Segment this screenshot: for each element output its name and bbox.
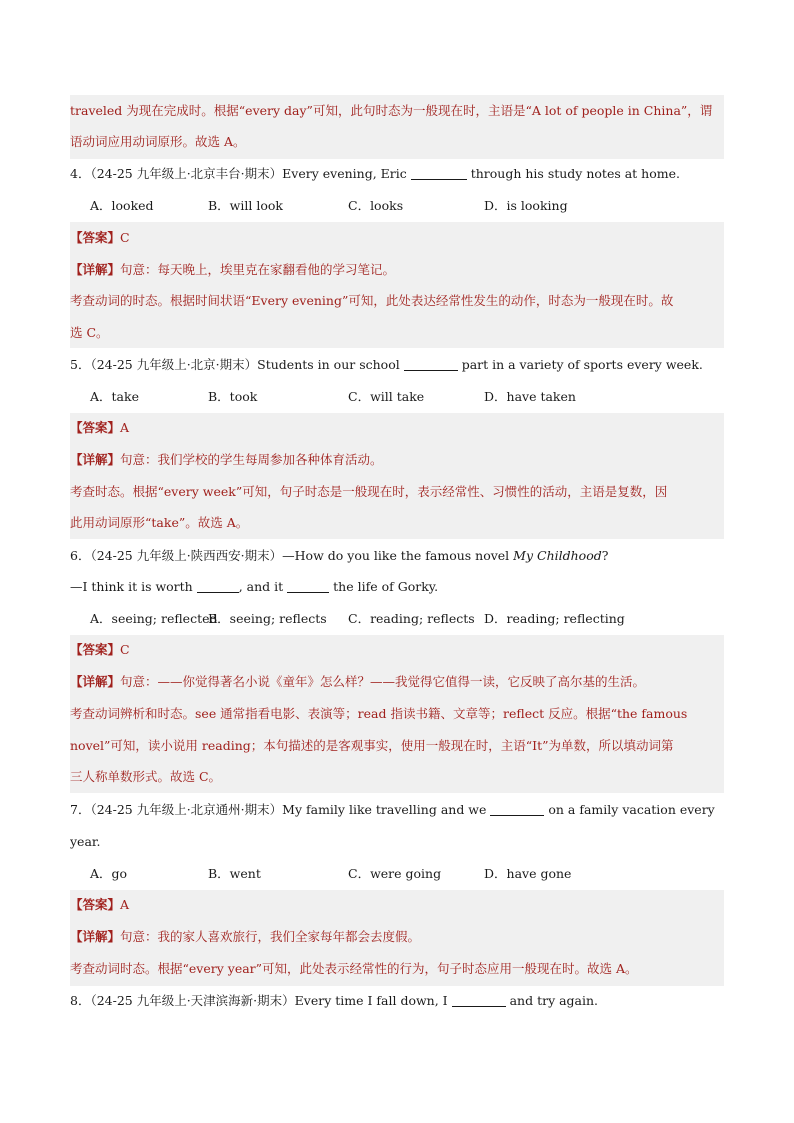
q3-explanation-line-2: 语动词应用动词原形。故选 A。 [70, 134, 246, 149]
q5-blank [404, 370, 458, 371]
q7-detail-meaning: 句意：我的家人喜欢旅行，我们全家每年都会去度假。 [120, 929, 421, 944]
q6-answer-tag: 【答案】 [70, 642, 121, 657]
q6-novel-title: My Childhood [513, 548, 602, 563]
q6-detail-line-4: 三人称单数形式。故选 C。 [70, 769, 222, 784]
q7-option-a: A．go [90, 866, 128, 881]
q6-option-d: D．reading; reflecting [484, 611, 625, 626]
q6-option-a: A．seeing; reflected [90, 611, 218, 626]
q7-detail-line-1 [70, 927, 724, 947]
q6-stem2-mid: , and it [238, 579, 284, 594]
q4-option-b: B．will look [208, 198, 283, 213]
q8-stem [70, 991, 724, 1011]
q6-detail-line-3: novel”可知，读小说用 reading；本句描述的是客观事实，使用一般现在时，主语“It”为单数，所以填动词第 [70, 738, 674, 753]
q6-stem-end: ? [601, 548, 609, 563]
q6-detail-tag: 【详解】 [70, 674, 121, 689]
q5-detail-tag: 【详解】 [70, 452, 121, 467]
q7-detail-line-2: 考查动词时态。根据“every year”可知，此处表示经常性的行为，句子时态应用一般现在时。故选 A。 [70, 961, 638, 976]
q7-detail-tag: 【详解】 [70, 929, 121, 944]
q7-stem [70, 800, 724, 820]
q6-answer-value: C [120, 642, 130, 657]
q5-detail-line-3: 此用动词原形“take”。故选 A。 [70, 515, 249, 530]
q4-detail-line-1 [70, 260, 724, 280]
q7-blank [490, 815, 544, 816]
q6-detail-line-2: 考查动词辨析和时态。see 通常指看电影、表演等；read 指读书籍、文章等；reflect 反应。根据“the famous [70, 706, 688, 721]
q4-option-c: C．looks [348, 198, 404, 213]
q6-option-c: C．reading; reflects [348, 611, 475, 626]
q5-detail-line-1 [70, 450, 724, 470]
q5-answer-tag: 【答案】 [70, 420, 121, 435]
q7-stem-start: 7．（24-25 九年级上·北京通州·期末）My family like travelling and we [70, 802, 487, 817]
q4-answer-tag: 【答案】 [70, 230, 121, 245]
q4-options [70, 196, 724, 216]
q7-stem-line-2: year. [70, 834, 101, 849]
q6-stem2-end: the life of Gorky. [333, 579, 439, 594]
q6-detail-meaning: 句意：——你觉得著名小说《童年》怎么样？——我觉得它值得一读，它反映了高尔基的生活。 [120, 674, 646, 689]
q6-stem-start: 6．（24-25 九年级上·陕西西安·期末）—How do you like the famous novel [70, 548, 510, 563]
q6-blank-2 [287, 592, 329, 593]
q7-answer-value: A [120, 897, 130, 912]
q4-stem [70, 164, 724, 184]
q5-option-d: D．have taken [484, 389, 576, 404]
q4-option-a: A．looked [90, 198, 154, 213]
q7-answer-tag: 【答案】 [70, 897, 121, 912]
q5-option-b: B．took [208, 389, 258, 404]
q6-stem2-start: —I think it is worth [70, 579, 193, 594]
q5-stem [70, 355, 724, 375]
q5-options [70, 387, 724, 407]
q7-option-c: C．were going [348, 866, 442, 881]
q6-answer [70, 640, 724, 660]
q4-detail-meaning: 句意：每天晚上，埃里克在家翻看他的学习笔记。 [120, 262, 396, 277]
q4-answer-value: C [120, 230, 130, 245]
q5-detail-line-2: 考查时态。根据“every week”可知，句子时态是一般现在时，表示经常性、习惯性的活动，主语是复数，因 [70, 484, 668, 499]
q5-stem-end: part in a variety of sports every week. [461, 357, 703, 372]
q5-answer [70, 418, 724, 438]
q7-option-d: D．have gone [484, 866, 572, 881]
q7-option-b: B．went [208, 866, 261, 881]
q8-stem-start: 8．（24-25 九年级上·天津滨海新·期末）Every time I fall down, I [70, 993, 448, 1008]
q5-detail-meaning: 句意：我们学校的学生每周参加各种体育活动。 [120, 452, 383, 467]
q7-stem-end: on a family vacation every [548, 802, 715, 817]
q4-detail-line-2: 考查动词的时态。根据时间状语“Every evening”可知，此处表达经常性发生的动作，时态为一般现在时。故 [70, 293, 674, 308]
q7-answer [70, 895, 724, 915]
q6-options [70, 609, 724, 629]
q6-stem-2 [70, 577, 724, 597]
q8-stem-end: and try again. [509, 993, 599, 1008]
q6-stem [70, 546, 724, 566]
q4-option-d: D．is looking [484, 198, 568, 213]
q6-option-b: B．seeing; reflects [208, 611, 327, 626]
q5-stem-start: 5．（24-25 九年级上·北京·期末）Students in our school [70, 357, 400, 372]
q4-detail-line-3: 选 C。 [70, 325, 109, 340]
q6-detail-line-1 [70, 672, 724, 692]
q6-blank-1 [197, 592, 239, 593]
q5-option-c: C．will take [348, 389, 425, 404]
q7-options [70, 864, 724, 884]
q4-stem-start: 4．（24-25 九年级上·北京丰台·期末）Every evening, Eric [70, 166, 407, 181]
q5-answer-value: A [120, 420, 130, 435]
q4-detail-tag: 【详解】 [70, 262, 121, 277]
q4-answer [70, 228, 724, 248]
q4-blank [411, 179, 467, 180]
q8-blank [452, 1006, 506, 1007]
q5-option-a: A．take [90, 389, 139, 404]
q4-stem-end: through his study notes at home. [470, 166, 680, 181]
q3-explanation-line-1: traveled 为现在完成时。根据“every day”可知，此句时态为一般现在时，主语是“A lot of people in China”，谓 [70, 103, 713, 118]
